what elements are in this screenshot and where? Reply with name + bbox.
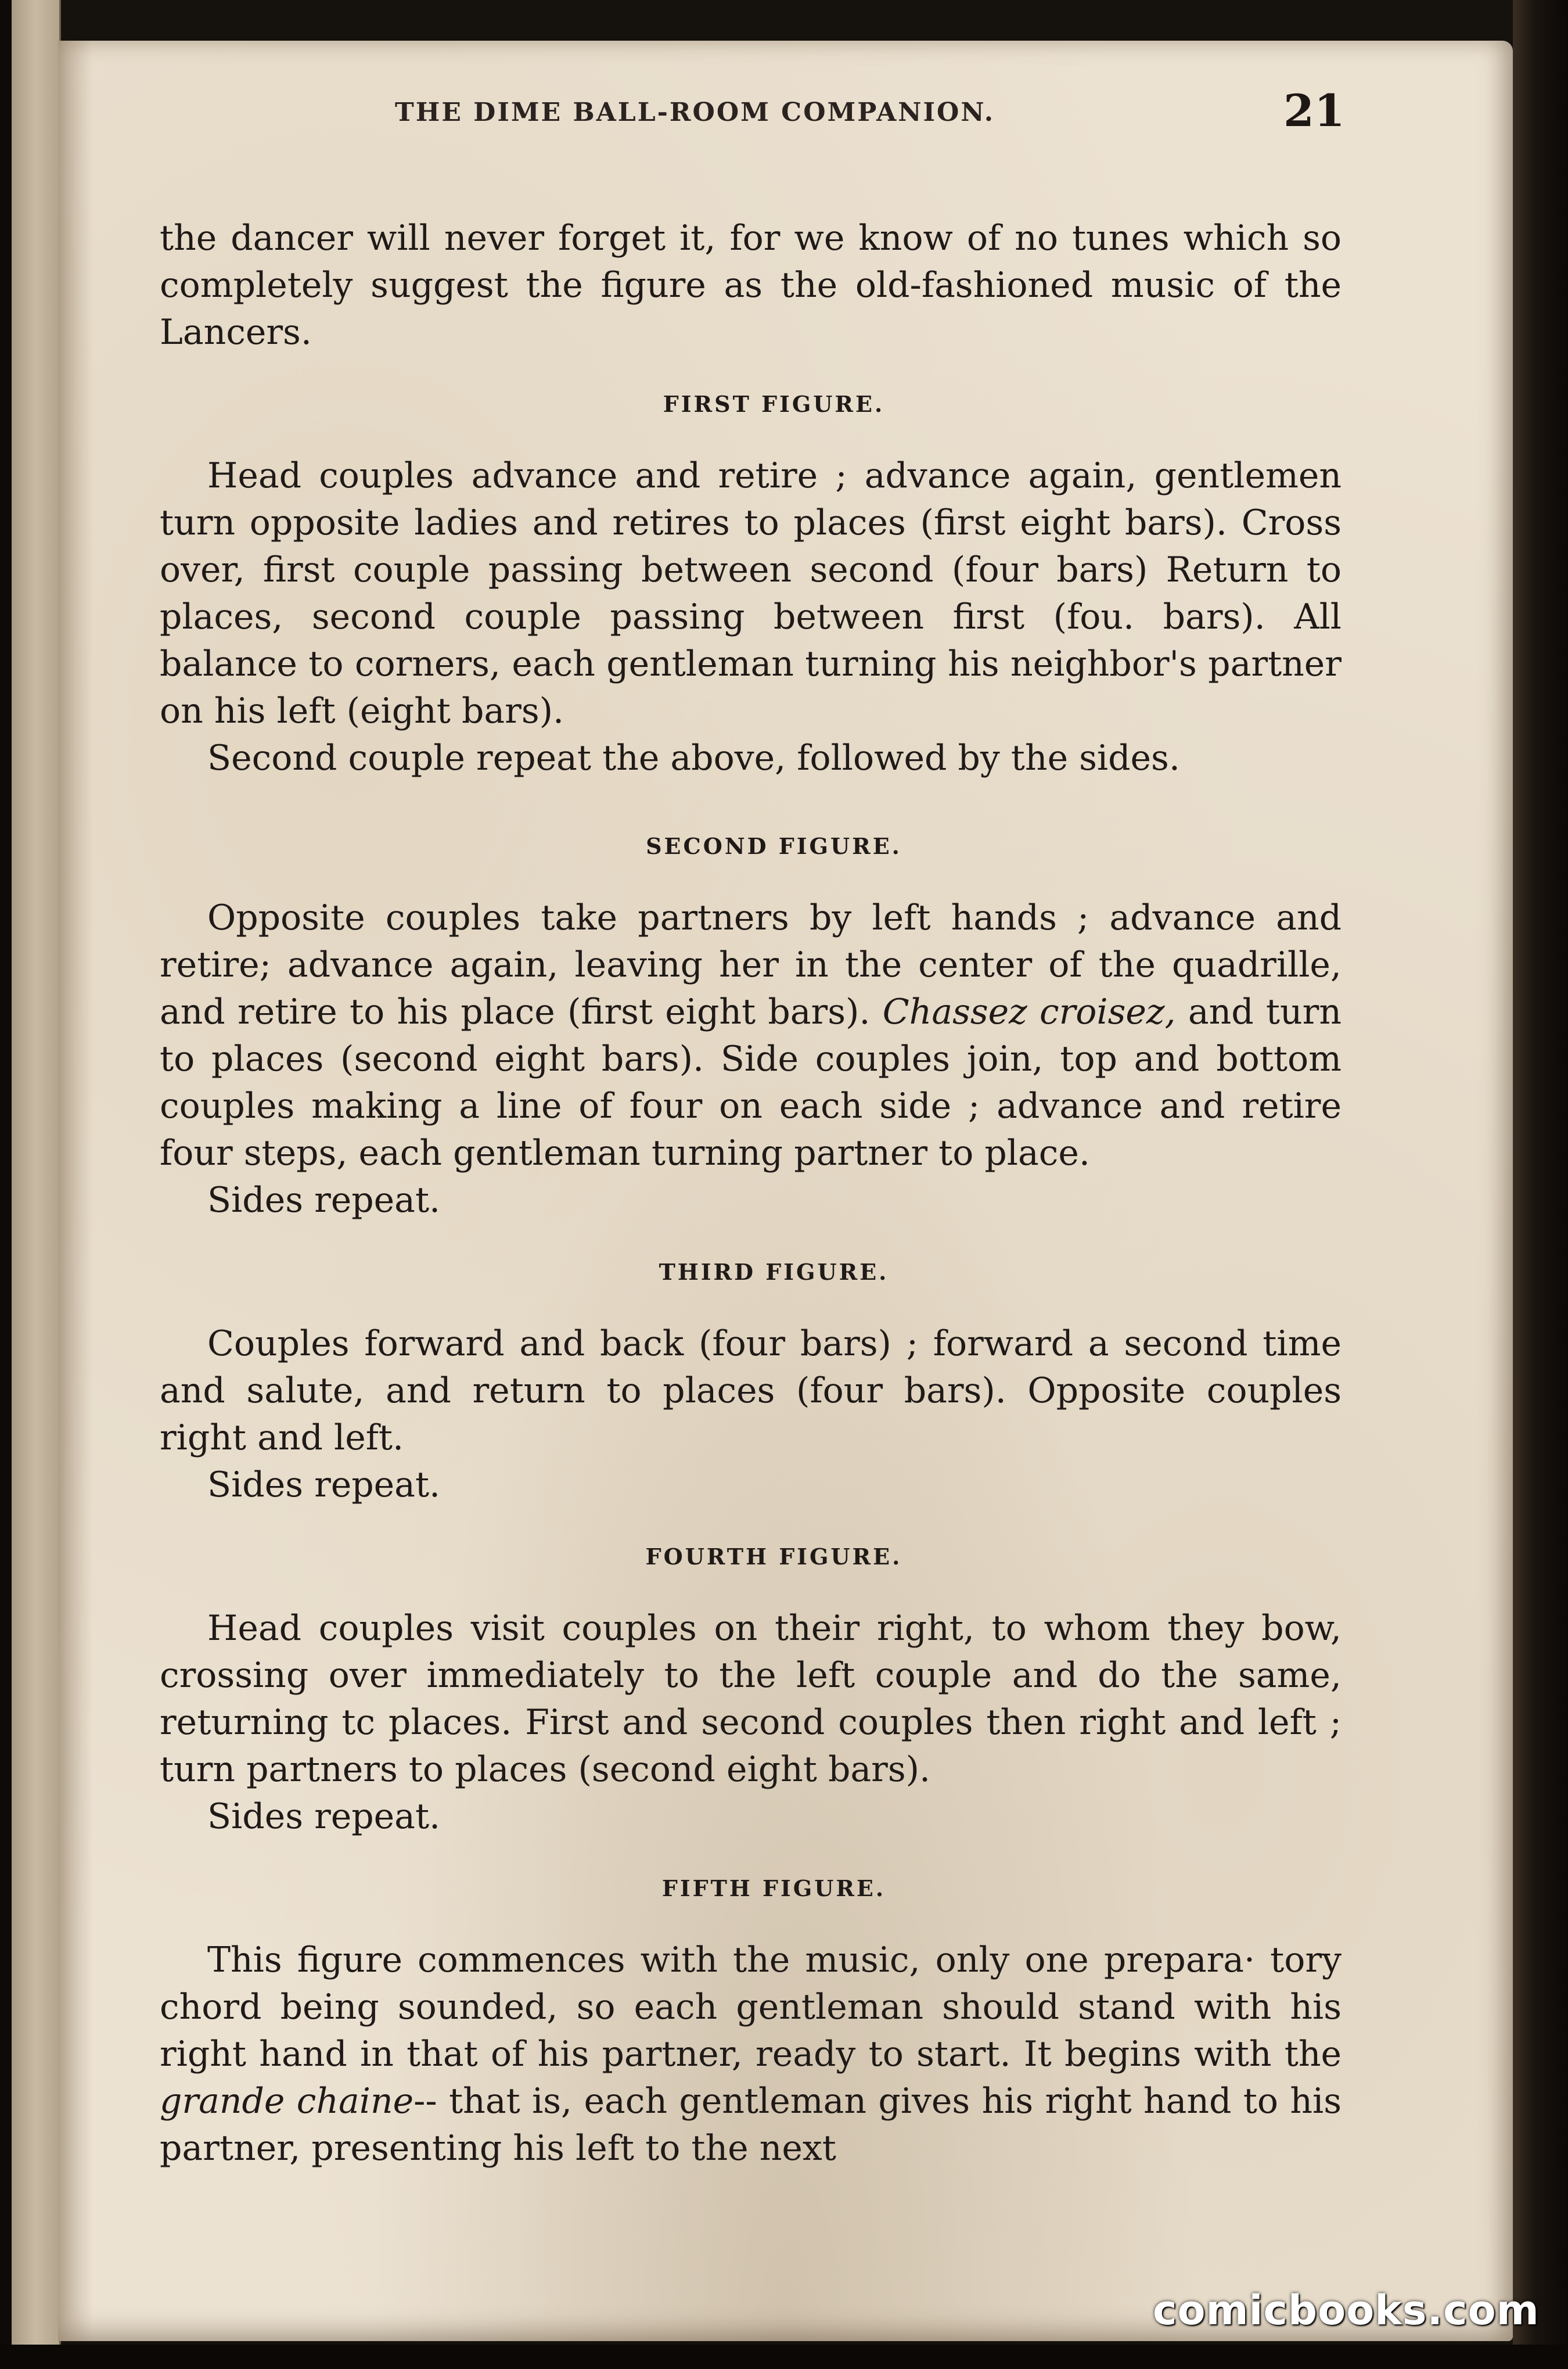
third-figure-heading: THIRD FIGURE. <box>659 1259 889 1285</box>
page-gutter-shadow <box>58 41 93 2341</box>
right-frame-edge <box>1513 0 1568 2369</box>
first-figure-heading: FIRST FIGURE. <box>663 391 885 417</box>
page-number: 21 <box>1283 85 1345 137</box>
facing-page-edge <box>12 0 61 2347</box>
spacer <box>160 1909 1342 1937</box>
fifth-figure-text-a: This figure commences with the music, only one prepara· tory chord being sounded, so each gentleman should stand with his right hand in that of his partner, ready to start. It begins with the <box>160 1940 1342 2074</box>
first-figure-repeat: Second couple repeat the above, followed by the sides. <box>207 738 1180 778</box>
spacer <box>160 867 1342 895</box>
fifth-figure-text-b: -- that is, each gentleman gives his right hand to his partner, presenting his left to the next <box>160 2081 1342 2169</box>
grande-chaine-term: grande chaine <box>160 2081 414 2122</box>
fourth-figure-paragraph: Head couples visit couples on their right, to whom they bow, crossing over immediately to the left couple and do the same, returning tc places. First and second couples then right and left ; turn partners to places (second eight bars). <box>160 1608 1342 1790</box>
fifth-figure-heading: FIFTH FIGURE. <box>661 1875 886 1901</box>
third-figure-paragraph: Couples forward and back (four bars) ; forward a second time and salute, and return to places (four bars). Opposite couples right and left. <box>160 1323 1342 1458</box>
intro-paragraph: the dancer will never forget it, for we know of no tunes which so completely suggest the figure as the old-fashioned music of the Lancers. <box>160 218 1342 353</box>
bottom-frame-edge <box>0 2345 1568 2369</box>
running-title: THE DIME BALL-ROOM COMPANION. <box>395 98 995 127</box>
site-watermark: comicbooks.com <box>1153 2287 1540 2334</box>
spacer <box>160 782 1342 826</box>
fourth-figure-repeat: Sides repeat. <box>207 1796 441 1837</box>
second-figure-paragraph <box>160 895 1342 1177</box>
fifth-figure-paragraph <box>160 1937 1342 2172</box>
fourth-figure-heading: FOURTH FIGURE. <box>645 1544 902 1570</box>
spacer <box>160 1577 1342 1605</box>
second-figure-text-b: and turn to places (second eight bars). Side couples join, top and bottom couples making a line of four on each side ; advance and retire four steps, each gentleman turning partner to place. <box>160 992 1342 1173</box>
second-figure-repeat: Sides repeat. <box>207 1180 441 1221</box>
page-body <box>160 215 1342 2172</box>
spacer <box>160 1293 1342 1320</box>
spacer <box>160 425 1342 453</box>
second-figure-heading: SECOND FIGURE. <box>646 833 902 859</box>
second-figure-text-a: Opposite couples take partners by left hands ; advance and retire; advance again, leaving her in the center of the quadrille, and retire to his place (first eight bars). <box>160 898 1342 1032</box>
spacer <box>160 356 1342 384</box>
first-figure-paragraph: Head couples advance and retire ; advance again, gentlemen turn opposite ladies and retires to places (first eight bars). Cross over, first couple passing between second (four bars) Return to places, second couple passing between first (fou. bars). All balance to corners, each gentleman turning his neighbor's partner on his left (eight bars). <box>160 455 1342 731</box>
chassez-croisez-term: Chassez croisez, <box>882 992 1176 1032</box>
spacer <box>160 1509 1342 1537</box>
spacer <box>160 1224 1342 1252</box>
third-figure-repeat: Sides repeat. <box>207 1465 441 1505</box>
spacer <box>160 1840 1342 1868</box>
